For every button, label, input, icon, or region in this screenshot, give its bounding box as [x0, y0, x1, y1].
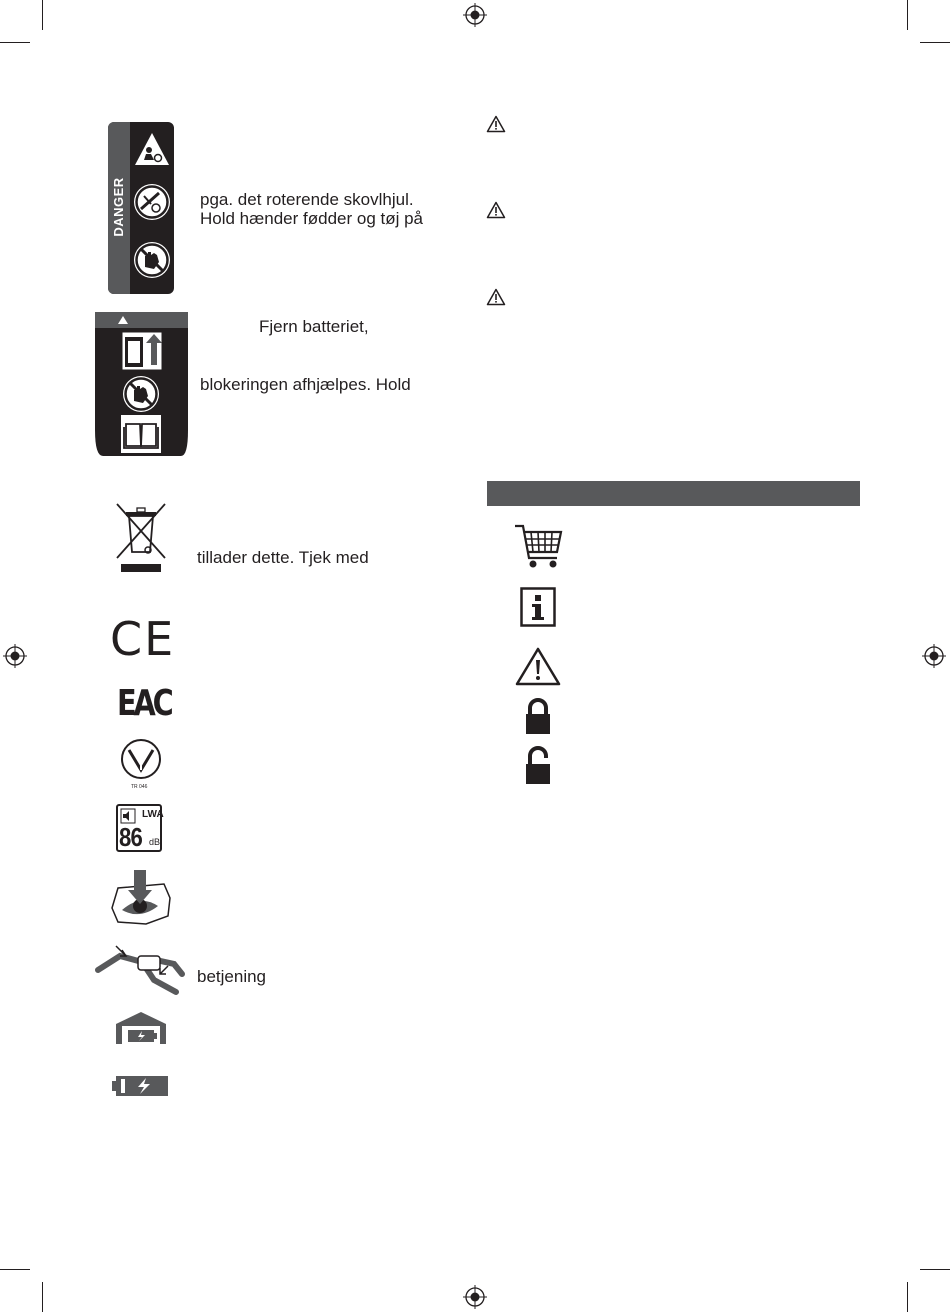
- info-icon: [520, 587, 556, 627]
- battery-charge-icon: [112, 1074, 170, 1098]
- crop-mark: [907, 1282, 908, 1312]
- unlocked-padlock-icon: [525, 746, 551, 786]
- no-reach-icon: [132, 182, 172, 222]
- handle-icon: [94, 940, 190, 996]
- noise-value: 86: [119, 822, 142, 852]
- registration-mark-icon: [922, 644, 946, 668]
- noise-unit: dB: [149, 837, 161, 847]
- registration-mark-icon: [463, 1285, 487, 1309]
- battery-text-line2: blokeringen afhjælpes. Hold: [200, 375, 411, 394]
- crop-mark: [0, 1269, 30, 1270]
- warning-triangle-icon: [486, 115, 506, 133]
- locked-padlock-icon: [525, 698, 551, 736]
- battery-text-line1: Fjern batteriet,: [259, 317, 369, 336]
- crop-mark: [907, 0, 908, 30]
- garage-battery-icon: [114, 1010, 168, 1046]
- read-manual-icon: [121, 415, 161, 453]
- crop-mark: [920, 42, 950, 43]
- danger-label: [108, 122, 174, 294]
- remove-battery-icon: [121, 331, 163, 371]
- registration-mark-icon: [3, 644, 27, 668]
- danger-word: DANGER: [111, 177, 126, 237]
- section-header-bar: [487, 481, 860, 506]
- ce-mark-text: CE: [110, 612, 176, 666]
- eac-mark-icon: [117, 682, 171, 726]
- crop-mark: [920, 1269, 950, 1270]
- noise-level-icon: [116, 804, 162, 852]
- crop-mark: [42, 0, 43, 30]
- danger-text-line1: pga. det roterende skovlhjul.: [200, 190, 414, 209]
- ukraine-conformity-code: TR 046: [131, 784, 148, 790]
- caution-icon: [515, 646, 561, 686]
- eac-mark-text: EAC: [117, 683, 171, 724]
- registration-mark-icon: [463, 3, 487, 27]
- push-start-icon: [106, 866, 174, 930]
- thrown-objects-icon: [132, 130, 172, 170]
- ce-mark-icon: [110, 612, 176, 666]
- no-hands-icon: [132, 240, 172, 280]
- crop-mark: [42, 1282, 43, 1312]
- no-hands-icon: [121, 374, 161, 414]
- warning-triangle-icon: [486, 288, 506, 306]
- weee-bin-icon: [113, 502, 169, 574]
- noise-label: LWA: [142, 809, 164, 820]
- shopping-cart-icon: [513, 522, 563, 570]
- warning-triangle-icon: [486, 201, 506, 219]
- crop-mark: [0, 42, 30, 43]
- handle-text: betjening: [197, 967, 267, 986]
- weee-text: tillader dette. Tjek med: [197, 548, 369, 567]
- danger-text-line2: Hold hænder fødder og tøj på: [200, 209, 424, 228]
- ukraine-conformity-icon: [118, 738, 164, 782]
- battery-warning-label: [95, 312, 188, 458]
